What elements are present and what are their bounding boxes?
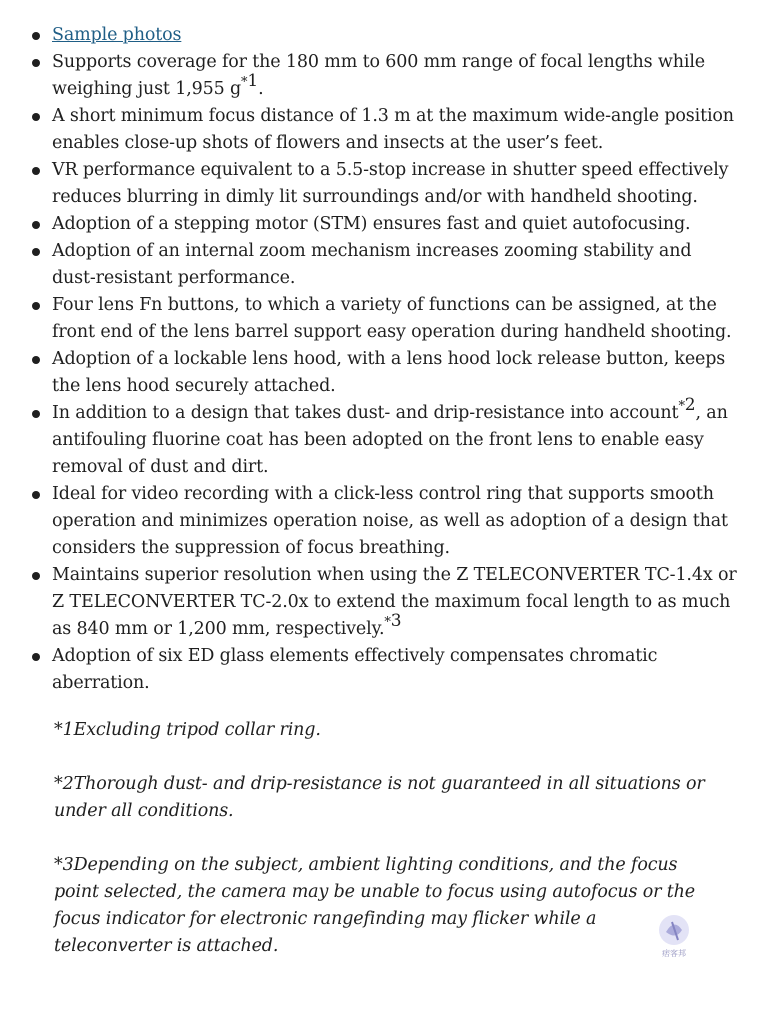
sample-photos-link[interactable]: Sample photos	[52, 25, 182, 45]
article-content	[0, 22, 740, 987]
footnotes	[54, 717, 714, 960]
list-item-text: Ideal for video recording with a click-less control ring that supports smooth operation and minimizes operation noise, as well as adoption of a design that considers the suppression of focus breathing.	[52, 484, 728, 558]
list-item-text: A short minimum focus distance of 1.3 m at the maximum wide-angle position enables close-up shots of flowers and insects at the user’s feet.	[52, 106, 734, 153]
footnote-2: *2Thorough dust- and drip-resistance is not guaranteed in all situations or under all conditions.	[54, 774, 705, 821]
list-item-text-continued: , an antifouling fluorine coat has been adopted on the front lens to enable easy removal of dust and dirt.	[52, 403, 728, 477]
list-item	[52, 103, 740, 157]
list-item-text: Adoption of a lockable lens hood, with a lens hood lock release button, keeps the lens hood securely attached.	[52, 349, 726, 396]
footnote-3: *3Depending on the subject, ambient lighting conditions, and the focus point selected, the camera may be unable to focus using autofocus or the focus indicator for electronic rangefinding may flicker while a teleconverter is attached.	[54, 855, 695, 956]
feature-list	[0, 22, 740, 697]
list-item-text: Four lens Fn buttons, to which a variety of functions can be assigned, at the front end of the lens barrel support easy operation during handheld shooting.	[52, 295, 732, 342]
list-item	[52, 292, 740, 346]
footnote-ref: *3	[384, 611, 402, 631]
footnote-1: *1Excluding tripod collar ring.	[54, 720, 321, 740]
list-item-text: Supports coverage for the 180 mm to 600 mm range of focal lengths while weighing just 1,955 g	[52, 52, 705, 99]
list-item-text: Adoption of a stepping motor (STM) ensures fast and quiet autofocusing.	[52, 214, 691, 234]
list-item-text: Adoption of six ED glass elements effectively compensates chromatic aberration.	[52, 646, 658, 693]
list-item-text: Adoption of an internal zoom mechanism increases zooming stability and dust-resistant performance.	[52, 241, 692, 288]
watermark-icon	[652, 910, 696, 950]
list-item	[52, 157, 740, 211]
list-item[interactable]	[52, 22, 740, 49]
list-item: Supports coverage for the 180 mm to 600 mm range of focal lengths while weighing just 1,955 $g^{*1}$.	[52, 49, 740, 103]
list-item	[52, 481, 740, 562]
list-item	[52, 562, 740, 643]
list-item-text: VR performance equivalent to a 5.5-stop increase in shutter speed effectively reduces blurring in dimly lit surroundings and/or with handheld shooting.	[52, 160, 729, 207]
watermark-text: 痞客邦	[662, 949, 686, 958]
footnote-ref: *1	[241, 71, 259, 91]
list-item	[52, 395, 740, 481]
list-item	[52, 238, 740, 292]
list-item	[52, 346, 740, 400]
list-item	[52, 643, 740, 697]
list-item	[52, 211, 740, 238]
footnote-ref: *2	[678, 395, 696, 415]
list-item-text: In addition to a design that takes dust- and drip-resistance into account	[52, 403, 679, 423]
watermark-logo	[652, 910, 696, 962]
list-item-text: Maintains superior resolution when using the Z TELECONVERTER TC-1.4x or Z TELECONVERTER TC-2.0x to extend the maximum focal length to as much as 840 mm or 1,200 mm, respectively.	[52, 565, 737, 639]
